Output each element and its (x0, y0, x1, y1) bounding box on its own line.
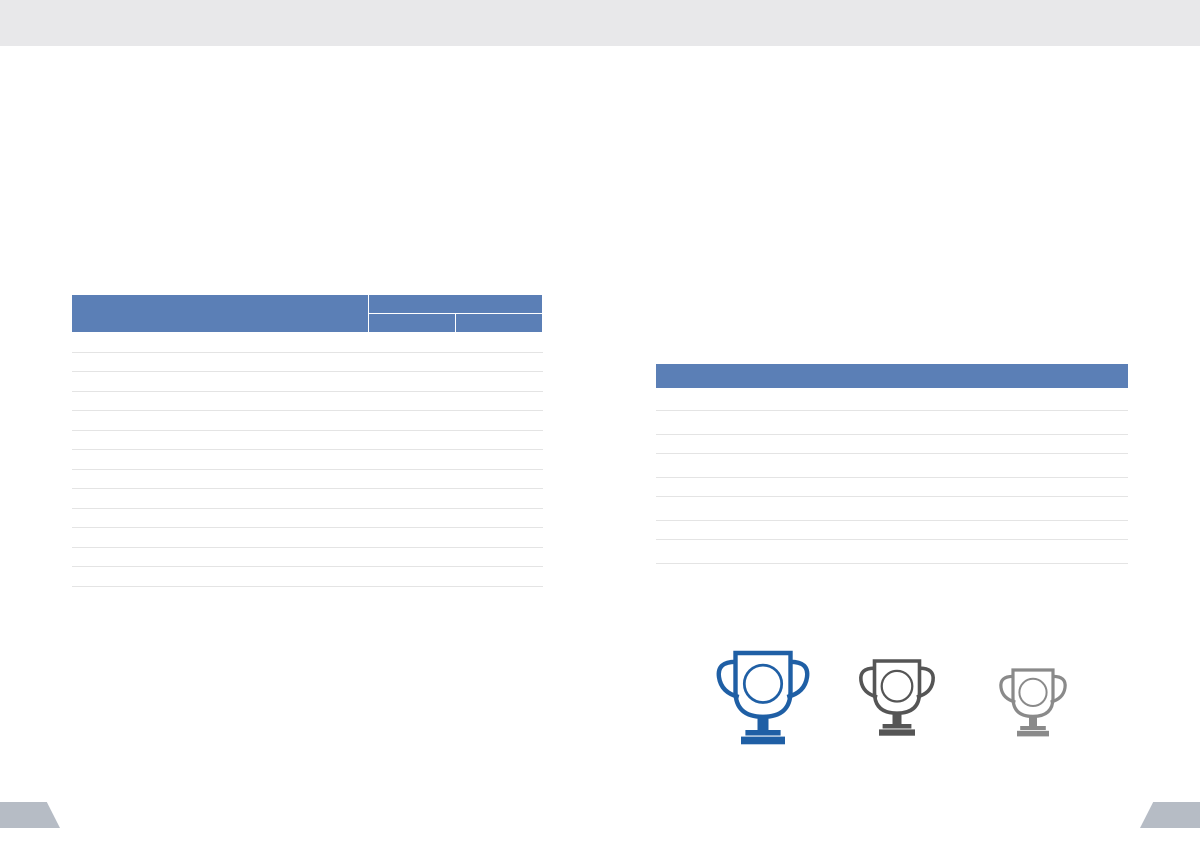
unit (823, 453, 910, 477)
row-label (72, 372, 369, 392)
plan-value (369, 391, 456, 411)
plan-value (910, 477, 1019, 496)
plan-value (369, 567, 456, 587)
fact-value (456, 333, 543, 353)
table-row (72, 547, 543, 567)
row-label (72, 411, 369, 431)
fact-value (456, 547, 543, 567)
fact-value (456, 411, 543, 431)
plan-value (369, 469, 456, 489)
premium-type (656, 477, 823, 496)
plan-value (910, 434, 1019, 453)
right-intro-column (656, 72, 887, 80)
table-row (72, 450, 543, 470)
trophy-icon (852, 652, 942, 742)
table-row (72, 372, 543, 392)
premium-type (656, 388, 823, 410)
table-row (72, 391, 543, 411)
row-label (72, 508, 369, 528)
plan-value (369, 411, 456, 431)
table-row (656, 520, 1128, 539)
premium-type (656, 539, 823, 563)
row-label (72, 450, 369, 470)
table-row (656, 539, 1128, 563)
unit (823, 477, 910, 496)
plan-value (369, 489, 456, 509)
table-row (72, 508, 543, 528)
unit (823, 496, 910, 520)
plan-value (369, 372, 456, 392)
row-label (72, 333, 369, 353)
table-row (72, 333, 543, 353)
fact-value (456, 528, 543, 548)
fact-value (456, 352, 543, 372)
table-row (656, 477, 1128, 496)
table-row (656, 388, 1128, 410)
left-column-2 (314, 72, 543, 80)
column-header (72, 295, 369, 333)
premium-type (656, 496, 823, 520)
fact-value (456, 567, 543, 587)
unit (823, 520, 910, 539)
fact-value (456, 489, 543, 509)
fact-value (1019, 410, 1128, 434)
row-label (72, 352, 369, 372)
unit (823, 410, 910, 434)
fact-value (1019, 496, 1128, 520)
unit (823, 434, 910, 453)
table-row (72, 430, 543, 450)
trophy-icon (708, 642, 818, 752)
productivity-chart (899, 168, 1128, 288)
column-header (823, 364, 910, 388)
fact-value (1019, 388, 1128, 410)
fact-value (456, 391, 543, 411)
row-label (72, 547, 369, 567)
column-header (369, 295, 543, 314)
premium-table (656, 364, 1128, 564)
row-label (72, 391, 369, 411)
table-row (72, 528, 543, 548)
staff-composition-table (71, 294, 543, 587)
column-header (656, 364, 823, 388)
plan-value (369, 333, 456, 353)
table-row (656, 453, 1128, 477)
premium-type (656, 453, 823, 477)
premium-type (656, 520, 823, 539)
table-row (656, 496, 1128, 520)
plan-value (369, 352, 456, 372)
plan-value (910, 388, 1019, 410)
table-row (72, 352, 543, 372)
fact-value (1019, 520, 1128, 539)
table-row (72, 567, 543, 587)
plan-value (910, 539, 1019, 563)
table-row (656, 410, 1128, 434)
unit (823, 539, 910, 563)
header-bar (0, 0, 1200, 46)
unit (823, 388, 910, 410)
plan-value (369, 547, 456, 567)
fact-value (456, 450, 543, 470)
row-label (72, 528, 369, 548)
fact-value (456, 469, 543, 489)
table-row (656, 434, 1128, 453)
table-row (72, 411, 543, 431)
plan-value (910, 453, 1019, 477)
row-label (72, 567, 369, 587)
plan-value (910, 410, 1019, 434)
fact-value (1019, 539, 1128, 563)
row-label (72, 430, 369, 450)
fact-value (456, 508, 543, 528)
premium-type (656, 434, 823, 453)
table-row (72, 469, 543, 489)
fact-value (1019, 434, 1128, 453)
column-header (369, 314, 456, 333)
plan-value (369, 430, 456, 450)
plan-value (910, 496, 1019, 520)
column-header (456, 314, 543, 333)
column-header (910, 364, 1019, 388)
fact-value (456, 430, 543, 450)
plan-value (369, 508, 456, 528)
column-header (1019, 364, 1128, 388)
fact-value (1019, 477, 1128, 496)
fact-value (456, 372, 543, 392)
plan-value (369, 528, 456, 548)
left-bottom-text (71, 603, 543, 608)
row-label (72, 489, 369, 509)
trophy-icon (993, 662, 1073, 742)
fact-value (1019, 453, 1128, 477)
plan-value (910, 520, 1019, 539)
row-label (72, 469, 369, 489)
table-row (72, 489, 543, 509)
premium-type (656, 410, 823, 434)
plan-value (369, 450, 456, 470)
